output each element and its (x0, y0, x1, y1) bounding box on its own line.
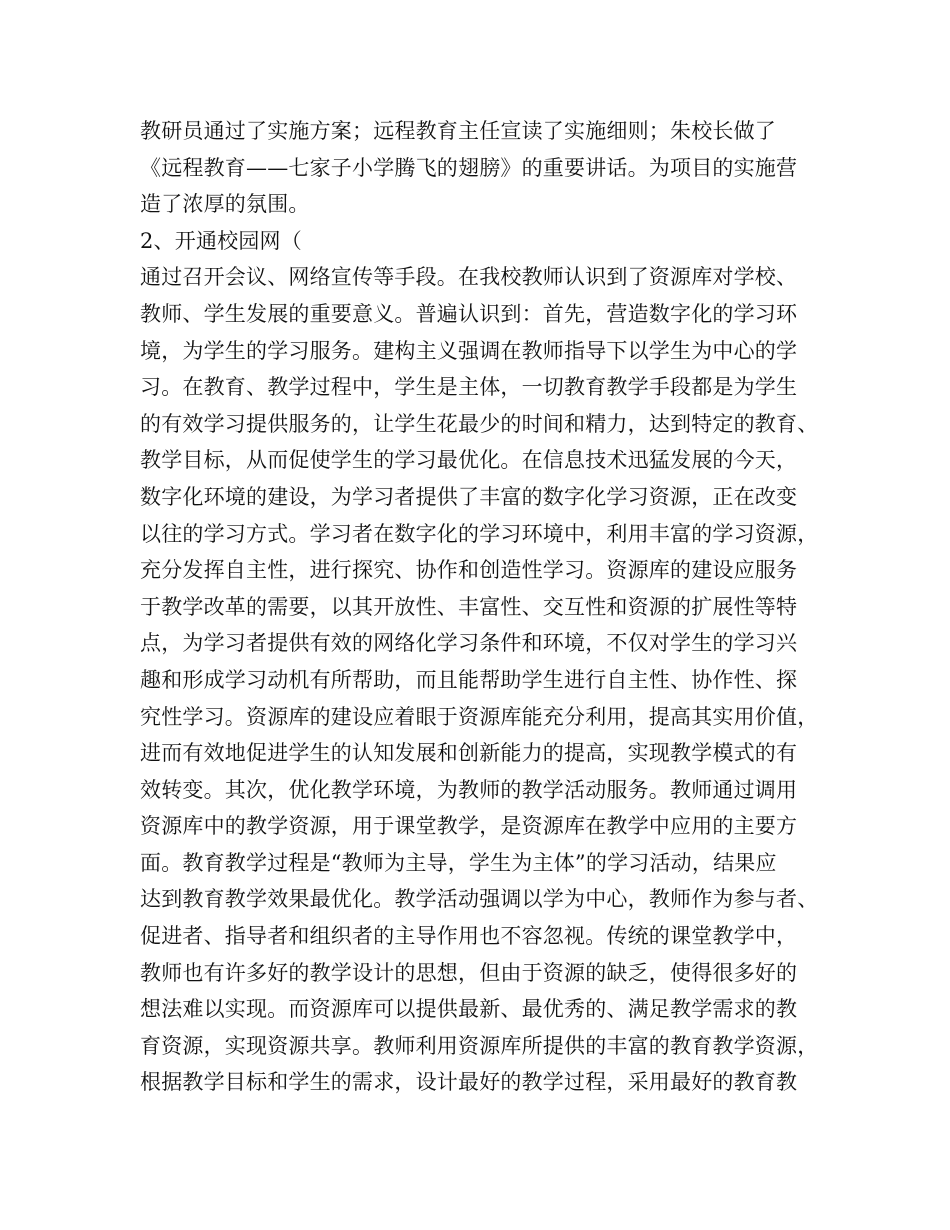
text-line: 《远程教育——七家子小学腾飞的翅膀》的重要讲话。为项目的实施营 (140, 155, 798, 180)
text-line: 究性学习。资源库的建设应着眼于资源库能充分利用，提高其实用价值， (140, 704, 819, 729)
text-line: 教师也有许多好的教学设计的思想，但由于资源的缺乏，使得很多好的 (140, 960, 798, 985)
text-line: 效转变。其次，优化教学环境，为教师的教学活动服务。教师通过调用 (140, 777, 798, 802)
text-line: 习。在教育、教学过程中，学生是主体，一切教育教学手段都是为学生 (140, 375, 798, 400)
text-line: 促进者、指导者和组织者的主导作用也不容忽视。传统的课堂教学中， (140, 924, 798, 949)
text-line: 造了浓厚的氛围。 (140, 192, 310, 217)
text-line: 面。教育教学过程是“教师为主导，学生为主体”的学习活动，结果应 (140, 850, 777, 875)
text-line: 育资源，实现资源共享。教师利用资源库所提供的丰富的教育教学资源， (140, 1033, 819, 1058)
text-line: 教学目标，从而促使学生的学习最优化。在信息技术迅猛发展的今天， (140, 448, 798, 473)
text-line: 根据教学目标和学生的需求，设计最好的教学过程，采用最好的教育教 (140, 1070, 798, 1095)
document-body (140, 113, 840, 1101)
text-line: 于教学改革的需要，以其开放性、丰富性、交互性和资源的扩展性等特 (140, 594, 798, 619)
text-line: 教研员通过了实施方案；远程教育主任宣读了实施细则；朱校长做了 (140, 119, 776, 143)
text-line: 进而有效地促进学生的认知发展和创新能力的提高，实现教学模式的有 (140, 741, 798, 766)
text-line: 趣和形成学习动机有所帮助，而且能帮助学生进行自主性、协作性、探 (140, 667, 798, 692)
text-line: 的有效学习提供服务的，让学生花最少的时间和精力，达到特定的教育、 (140, 411, 819, 436)
text-line: 充分发挥自主性，进行探究、协作和创造性学习。资源库的建设应服务 (140, 558, 798, 583)
text-line: 点，为学习者提供有效的网络化学习条件和环境，不仅对学生的学习兴 (140, 631, 798, 656)
text-line: 数字化环境的建设，为学习者提供了丰富的数字化学习资源，正在改变 (140, 484, 798, 509)
text-line: 通过召开会议、网络宣传等手段。在我校教师认识到了资源库对学校、 (140, 265, 798, 290)
section-heading: 2、开通校园网（ (140, 228, 302, 253)
text-line: 达到教育教学效果最优化。教学活动强调以学为中心，教师作为参与者、 (140, 887, 819, 912)
text-line: 想法难以实现。而资源库可以提供最新、最优秀的、满足教学需求的教 (140, 997, 798, 1022)
text-line: 资源库中的教学资源，用于课堂教学，是资源库在教学中应用的主要方 (140, 814, 798, 839)
text-line: 以往的学习方式。学习者在数字化的学习环境中，利用丰富的学习资源， (140, 521, 819, 546)
text-line: 教师、学生发展的重要意义。普遍认识到：首先，营造数字化的学习环 (140, 301, 798, 326)
text-line: 境，为学生的学习服务。建构主义强调在教师指导下以学生为中心的学 (140, 338, 798, 363)
